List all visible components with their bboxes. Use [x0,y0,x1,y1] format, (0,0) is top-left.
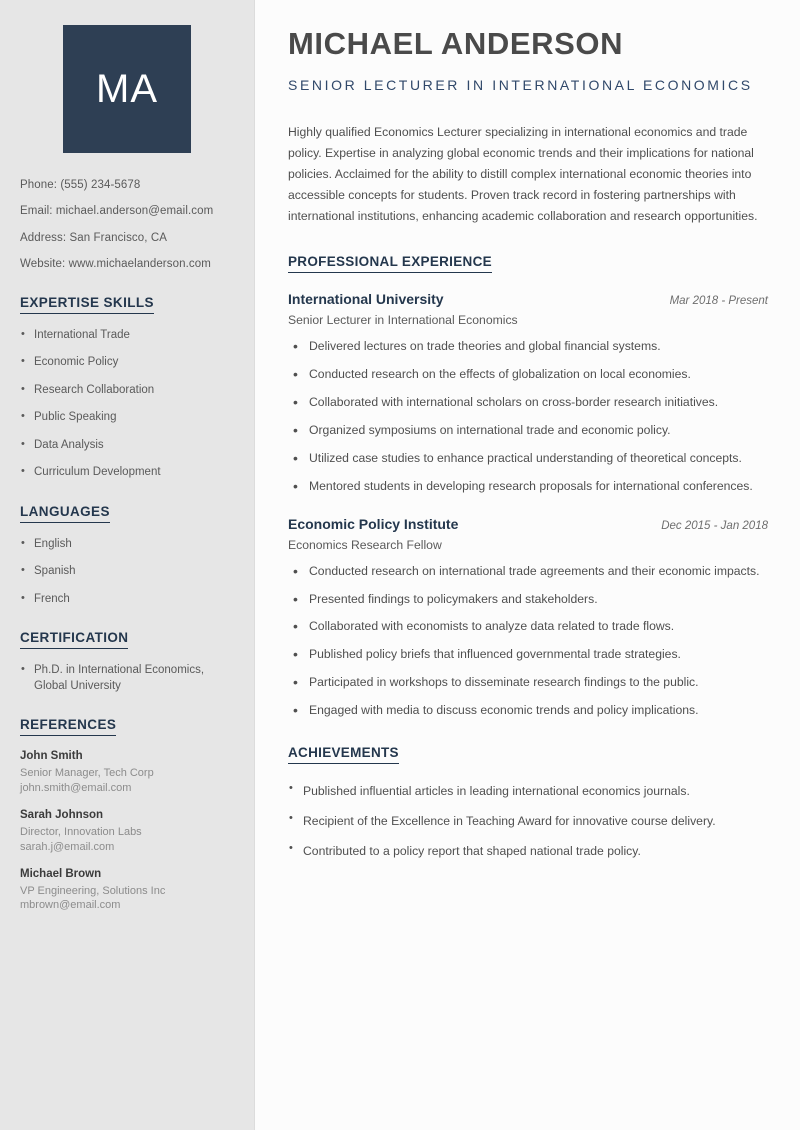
avatar-initials: MA [96,66,158,111]
professional-experience-heading: PROFESSIONAL EXPERIENCE [288,254,492,273]
list-item: • Conducted research on the effects of globalization on local economies. [288,365,768,384]
list-item: • Participated in workshops to disseminate research findings to the public. [288,673,768,692]
list-item [20,868,234,914]
list-item: • Published policy briefs that influenced governmental trade strategies. [288,645,768,664]
experience-organization: International University [288,291,444,308]
reference-email: mbrown@email.com [20,899,121,912]
main-content [255,0,800,1130]
experience-date: Dec 2015 - Jan 2018 [661,519,768,532]
reference-name: John Smith [20,750,83,763]
list-item: • Mentored students in developing research proposals for international conferences. [288,477,768,496]
list-item: • Utilized case studies to enhance practical understanding of theoretical concepts. [288,449,768,468]
experience-role: Economics Research Fellow [288,537,442,552]
experience-entry [288,291,768,495]
list-item: • French [20,592,234,608]
list-item [20,809,234,855]
experience-role: Senior Lecturer in International Economics [288,313,518,328]
section-expertise-skills [20,294,234,481]
reference-title: Director, Innovation Labs [20,825,142,838]
experience-entry [288,516,768,720]
contact-website: Website: www.michaelanderson.com [20,258,211,271]
reference-name: Sarah Johnson [20,808,104,821]
list-item: • Delivered lectures on trade theories and global financial systems. [288,337,768,356]
contact-block [20,178,234,272]
reference-email: john.smith@email.com [20,782,132,795]
languages-list [20,537,234,608]
languages-heading: LANGUAGES [20,504,110,523]
experience-header [288,291,768,307]
list-item: • Public Speaking [20,410,234,426]
list-item: • Published influential articles in leading international economics journals. [288,782,768,801]
reference-title: VP Engineering, Solutions Inc [20,884,166,897]
achievements-list [288,782,768,861]
list-item: • International Trade [20,328,234,344]
list-item: • Presented findings to policymakers and stakeholders. [288,590,768,609]
experience-bullet-list [288,337,768,495]
expertise-skills-list [20,328,234,481]
certification-list [20,663,234,694]
page-title: MICHAEL ANDERSON [288,26,624,61]
avatar [63,25,191,153]
professional-role-subtitle: SENIOR LECTURER IN INTERNATIONAL ECONOMICS [288,76,753,93]
contact-email: Email: michael.anderson@email.com [20,205,214,218]
list-item: • Spanish [20,564,234,580]
list-item: • Data Analysis [20,438,234,454]
reference-title: Senior Manager, Tech Corp [20,767,154,780]
list-item: • Collaborated with economists to analyze data related to trade flows. [288,617,768,636]
list-item: • Research Collaboration [20,383,234,399]
section-professional-experience [288,253,768,720]
list-item: • Contributed to a policy report that shaped national trade policy. [288,842,768,861]
list-item: • Engaged with media to discuss economic trends and policy implications. [288,701,768,720]
expertise-skills-heading: EXPERTISE SKILLS [20,295,154,314]
list-item: • Recipient of the Excellence in Teaching Award for innovative course delivery. [288,812,768,831]
sidebar [0,0,255,1130]
certification-heading: CERTIFICATION [20,630,128,649]
contact-address: Address: San Francisco, CA [20,231,168,244]
section-certification [20,629,234,694]
list-item [20,750,234,796]
list-item: • Conducted research on international trade agreements and their economic impacts. [288,562,768,581]
experience-organization: Economic Policy Institute [288,515,459,532]
section-references [20,716,234,913]
experience-header [288,516,768,532]
reference-email: sarah.j@email.com [20,840,115,853]
list-item: • Economic Policy [20,355,234,371]
contact-phone: Phone: (555) 234-5678 [20,179,141,191]
experience-date: Mar 2018 - Present [669,295,768,308]
achievements-heading: ACHIEVEMENTS [288,745,399,764]
section-achievements [288,744,768,861]
reference-name: Michael Brown [20,867,102,880]
list-item: • English [20,537,234,553]
list-item: • Ph.D. in International Economics, Global University [20,663,234,694]
section-languages [20,503,234,608]
list-item: • Curriculum Development [20,465,234,481]
experience-bullet-list [288,562,768,720]
list-item: • Organized symposiums on international trade and economic policy. [288,421,768,440]
list-item: • Collaborated with international scholars on cross-border research initiatives. [288,393,768,412]
references-heading: REFERENCES [20,717,116,736]
professional-summary: Highly qualified Economics Lecturer specializing in international economics and trade policy. Expertise in analyzing global economic trends and their implications for national policies. Acclaimed for the ability to distill complex international economic theories into accessible concepts for students. Proven track record in fostering partnerships with international institutions, enhancing academic collaboration and research opportunities. [288,125,758,224]
